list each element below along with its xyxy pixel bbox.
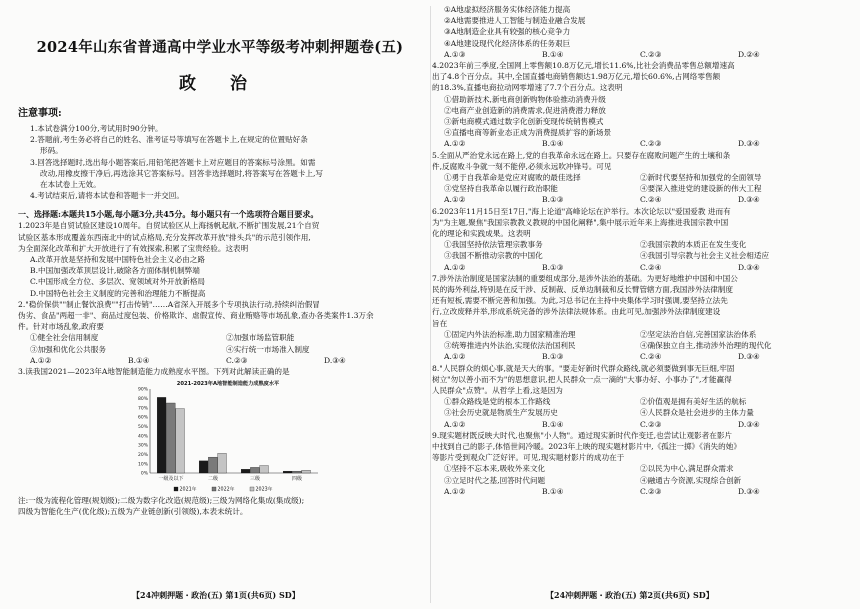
choice: B.①④ — [542, 419, 564, 429]
y-tick-label: 60% — [137, 415, 148, 421]
question-text: 还有短板,需要不断完善和加强。为此,习总书记在主持中央集体学习时强调,要坚持立法先 — [432, 296, 728, 306]
choice: C.②③ — [226, 355, 248, 365]
statement: ③新电商模式通过数字化创新变现传统销售模式 — [444, 117, 604, 127]
question-text: 民的海外利益,特别是在反干涉、反制裁、反单边制裁和反长臂管辖方面,我国涉外法律制度 — [432, 285, 733, 295]
bar-chart-svg — [128, 377, 328, 495]
choice: C.②③ — [640, 49, 662, 59]
statement: ②我国宗教的本质正在发生变化 — [640, 240, 747, 250]
statement: ③A地制造企业具有较强的核心竞争力 — [444, 27, 571, 37]
legend-label: 2022年 — [217, 487, 235, 493]
statement: ③社会历史就是物质生产发展历史 — [444, 408, 558, 418]
statement: ②电商产业创造新的消费需求,促进消费潜力释放 — [444, 105, 606, 115]
choice: A.①② — [444, 139, 466, 149]
y-tick-label: 50% — [137, 425, 148, 431]
statement-list — [432, 463, 836, 485]
chart-note: 四级为智能化生产(优化级);五级为产业链创新(引领级),本表未统计。 — [18, 507, 248, 517]
note-line: 2.答题前,考生务必将自己的姓名、准考证号等填写在答题卡上,在规定的位置贴好条 — [30, 135, 308, 145]
chart-title: 2021-2023年A地智能制造能力成熟度水平 — [176, 381, 280, 388]
option-c: C.中国形成全方位、多层次、宽领域对外开放新格局 — [30, 277, 206, 287]
statement: ①A地虚拟经济服务实体经济能力提高 — [444, 5, 571, 14]
column-divider — [430, 6, 431, 603]
statement-list — [432, 329, 836, 351]
question-6 — [432, 206, 836, 273]
option-d: D.中国特色社会主义制度的完善和治理能力不断提高 — [30, 288, 206, 298]
choice: A.①② — [444, 419, 466, 429]
choice: B.①③ — [542, 195, 564, 205]
question-text: 化的理论和实践成果。这表明 — [432, 229, 531, 239]
notes-heading: 注意事项: — [18, 108, 62, 119]
question-text: 6.2023年11月15日至17日,"海上论道"高峰论坛在沪举行。本次论坛以"爱国爱教 进而有 — [432, 206, 731, 216]
question-text: 件。针对市场乱象,政府要 — [18, 322, 104, 332]
bar — [166, 403, 175, 473]
bar — [260, 466, 269, 473]
question-4 — [432, 60, 836, 150]
y-tick-label: 10% — [137, 462, 148, 468]
bar — [157, 398, 166, 474]
notes-list — [18, 123, 422, 201]
statement: ④实行统一市场准入制度 — [226, 344, 310, 354]
right-column — [432, 0, 836, 609]
statement: ①固定内外法治标准,助力国家精准治理 — [444, 329, 576, 339]
section-heading: 一、选择题:本题共15小题,每小题3分,共45分。每小题只有一个选项符合题目要求。 — [18, 209, 319, 220]
question-text: 4.2023年前三季度,全国网上零售额10.8万亿元,增长11.6%,比社会消费品零售总额增速高 — [432, 61, 735, 71]
bar — [292, 471, 301, 473]
statement-list — [432, 172, 836, 194]
question-text: 1.2023年是自贸试验区建设10周年。自贸试验区从上海扬帆起航,不断扩围发展,21个自贸 — [18, 221, 320, 231]
note-line: 形码。 — [40, 146, 63, 156]
choice-list — [432, 419, 836, 430]
choice: B.①④ — [542, 486, 564, 496]
statement: ④我国引导宗教与社会主义社会相适应 — [640, 251, 770, 261]
question-3-options — [432, 4, 836, 60]
question-text: 旨在 — [432, 318, 448, 328]
subject-title: 政 治 — [179, 74, 261, 94]
question-text: 5.全面从严治党永远在路上,党的自我革命永远在路上。只要存在腐败问题产生的土壤和条 — [432, 150, 731, 160]
question-3 — [18, 366, 422, 518]
option-a: A.改革开放是坚持和发展中国特色社会主义必由之路 — [30, 255, 205, 265]
x-tick-label: 一级及以下 — [158, 476, 184, 483]
choice: B.①④ — [128, 355, 150, 365]
note-line: 4.考试结束后,请将本试卷和答题卡一并交回。 — [30, 191, 184, 201]
choice: D.③④ — [738, 486, 760, 496]
choice-list — [432, 138, 836, 149]
chart-note: 注:一级为流程化管理(规划级);二级为数字化改造(规范级);三级为网络化集成(集成级); — [18, 496, 305, 506]
choice: A.①③ — [444, 49, 466, 59]
statement: ③立足时代之基,回答时代问题 — [444, 475, 546, 485]
statement: ②加强市场监管职能 — [226, 333, 295, 343]
choice: A.①② — [444, 262, 466, 272]
choice: D.③④ — [738, 352, 760, 362]
question-8 — [432, 363, 836, 430]
statement: ②坚定法治自信,完善国家法治体系 — [640, 329, 757, 339]
statement: ①勇于自我革命是党应对腐败的最佳选择 — [444, 173, 581, 183]
choice: B.①④ — [542, 49, 564, 59]
bar — [199, 461, 208, 473]
question-text: 为"为主题,聚焦"我国宗教教义教规的中国化阐释",集中展示近年来上海推进我国宗教中国 — [432, 217, 729, 227]
question-9 — [432, 430, 836, 497]
y-tick-label: 70% — [137, 406, 148, 412]
statement: ④A地建设现代化经济体系的任务艰巨 — [444, 38, 571, 48]
question-text: 7.涉外法治制度是国家法制的重要组成部分,是涉外法治的基础。为更好地维护中国和中国公 — [432, 273, 738, 283]
choice: D.③④ — [738, 262, 760, 272]
question-text: 行,立改废释并举,形成系统完备的涉外法律法规体系。由此可见,加强涉外法律制度建设 — [432, 307, 721, 317]
question-text: 出了4.8个百分点。其中,全国直播电商销售额达1.98万亿元,增长60.6%,占网络零售额 — [432, 72, 721, 82]
question-text: 人民群众"点赞"。从哲学上看,这是因为 — [432, 385, 563, 395]
question-text: 等影片受到观众广泛好评。可见,现实题材影片的成功在于 — [432, 453, 625, 463]
choice: C.②④ — [640, 195, 662, 205]
option-b: B.中国加强改革顶层设计,破除各方面体制机制弊端 — [30, 266, 200, 276]
question-text: 2."稳价保供""制止餐饮浪费""打击传销"……A省深入开展多个专项执法行动,持续纠治假冒 — [18, 299, 320, 309]
choice: D.③④ — [738, 195, 760, 205]
note-line: 1.本试卷满分100分,考试用时90分钟。 — [30, 124, 163, 133]
statement: ④直播电商等新业态正成为消费提质扩容的新场景 — [444, 128, 612, 138]
question-text: 中找到自己的影子,体悟世间冷暖。2023年上映的现实题材影片中,《孤注一掷》《消失的她》 — [432, 441, 741, 451]
choice: C.②③ — [640, 419, 662, 429]
question-text: 树立"勿以善小而不为"的思想意识,把人民群众一点一滴的"大事办好、小事办了",才能赢得 — [432, 374, 732, 384]
choice-list — [432, 262, 836, 273]
choice-list — [432, 194, 836, 205]
statement: ①群众路线是党的根本工作路线 — [444, 397, 551, 407]
choice: B.①③ — [542, 352, 564, 362]
question-text: 伪劣、食品"两超一非"、商品过度包装、价格欺诈、虐假宣传、商业贿赂等市场乱象,查办各类案件1.3万余 — [18, 311, 374, 321]
statement: ①借助新技术,新电商创新购物体验推动消费升级 — [444, 94, 606, 104]
statement: ③党坚持自我革命以履行政治职能 — [444, 184, 558, 194]
question-text: 8."人民群众的烦心事,就是天大的事。"要走好新时代群众路线,就必须要做到事无巨细,牢固 — [432, 363, 735, 373]
bar — [218, 454, 227, 474]
question-2 — [18, 299, 422, 366]
question-text: 9.现实题材既反映大时代,也聚焦"小人物"。通过现实新时代作变迁,也尝试让观影者在影片 — [432, 430, 733, 440]
y-tick-label: 80% — [137, 397, 148, 403]
bar — [283, 471, 292, 473]
statement-list — [432, 239, 836, 261]
statement: ④人民群众是社会进步的主体力量 — [640, 408, 754, 418]
choice: D.③④ — [738, 139, 760, 149]
statement: ①我国坚持依法管理宗教事务 — [444, 240, 543, 250]
x-tick-label: 四级 — [291, 476, 303, 483]
bar — [302, 470, 311, 473]
choice-list — [432, 49, 836, 60]
y-tick-label: 0% — [140, 471, 148, 477]
bar — [241, 470, 250, 474]
legend-label: 2021年 — [179, 487, 197, 493]
statement: ②以民为中心,满足群众需求 — [640, 464, 734, 474]
question-text: 为全面深化改革和扩大开放进行了有效探索,积累了宝贵经验。这表明 — [18, 243, 249, 253]
y-tick-label: 90% — [137, 387, 148, 393]
note-line: 在本试卷上无效。 — [40, 180, 101, 190]
statement: ③加强和优化公共服务 — [30, 344, 106, 354]
page-footer-right: 【24冲刺押题・政治(五) 第2页(共6页) SD】 — [546, 590, 714, 600]
legend-swatch — [212, 487, 216, 491]
legend-swatch — [174, 487, 178, 491]
choice: A.①② — [444, 195, 466, 205]
choice-list — [18, 355, 422, 366]
legend-swatch — [250, 487, 254, 491]
bar — [250, 468, 259, 474]
choice-list — [432, 351, 836, 362]
question-text: 件,反腐败斗争就一刻不能停,必须永远吹冲锋号。可见 — [432, 161, 612, 171]
bar — [176, 409, 185, 473]
y-tick-label: 30% — [137, 443, 148, 449]
question-1 — [18, 220, 422, 298]
statement: ③我国不断推动宗教的中国化 — [444, 251, 543, 261]
bar — [208, 457, 217, 473]
statement: ④要深入推进党的建设新的伟大工程 — [640, 184, 762, 194]
statement: ②价值观是拥有美好生活的航标 — [640, 397, 747, 407]
question-text: 3.读我国2021—2023年A地智能制造能力成熟度水平图。下列对此解读正确的是 — [18, 367, 290, 377]
statement: ②新时代要坚持和加强党的全面领导 — [640, 173, 762, 183]
statement: ④融通古今资源,实现综合创新 — [640, 475, 742, 485]
note-line: 3.回答选择题时,选出每小题答案后,用铅笔把答题卡上对应题目的答案标号涂黑。如需 — [30, 157, 316, 167]
statement: ②A地需要推进人工智能与制造业融合发展 — [444, 16, 586, 26]
page-footer-left: 【24冲刺押题・政治(五) 第1页(共6页) SD】 — [132, 590, 300, 600]
question-7 — [432, 273, 836, 363]
y-tick-label: 40% — [137, 434, 148, 440]
y-tick-label: 20% — [137, 453, 148, 459]
legend-label: 2023年 — [255, 487, 273, 493]
choice: D.③④ — [324, 355, 346, 365]
question-text: 试验区基本形成覆盖东西南北中的试点格局,充分发挥改革开放"排头兵"的示范引领作用, — [18, 232, 311, 242]
x-tick-label: 二级 — [207, 476, 219, 483]
choice: A.①② — [30, 355, 52, 365]
choice: B.①③ — [542, 262, 564, 272]
x-tick-label: 三级 — [249, 476, 261, 483]
statement: ③统筹推进内外法治,实现依法治国利民 — [444, 341, 576, 351]
choice: A.①② — [444, 486, 466, 496]
bar-chart — [128, 377, 328, 495]
choice: A.①② — [444, 352, 466, 362]
choice: D.②④ — [738, 49, 760, 59]
choice: C.②④ — [640, 262, 662, 272]
choice: C.②④ — [640, 352, 662, 362]
statement: ①健全社会信用制度 — [30, 333, 99, 343]
choice: D.③④ — [738, 419, 760, 429]
statement-list — [18, 332, 422, 354]
question-5 — [432, 150, 836, 206]
note-line: 改动,用橡皮擦干净后,再选涂其它答案标号。回答非选择题时,将答案写在答题卡上,写 — [40, 168, 324, 178]
exam-title: 2024年山东省普通高中学业水平等级考冲刺押题卷(五) — [36, 39, 404, 56]
choice: B.①④ — [542, 139, 564, 149]
statement: ④确保独立自主,推动涉外治理的现代化 — [640, 341, 772, 351]
choice-list — [432, 486, 836, 497]
choice: C.②③ — [640, 139, 662, 149]
left-column — [18, 0, 422, 609]
statement-list — [432, 396, 836, 418]
question-text: 的18.3%,直播电商拉动网零增速了7.7个百分点。这表明 — [432, 83, 623, 93]
statement: ①坚持不忘本来,吸收外来文化 — [444, 464, 546, 474]
choice: C.②③ — [640, 486, 662, 496]
